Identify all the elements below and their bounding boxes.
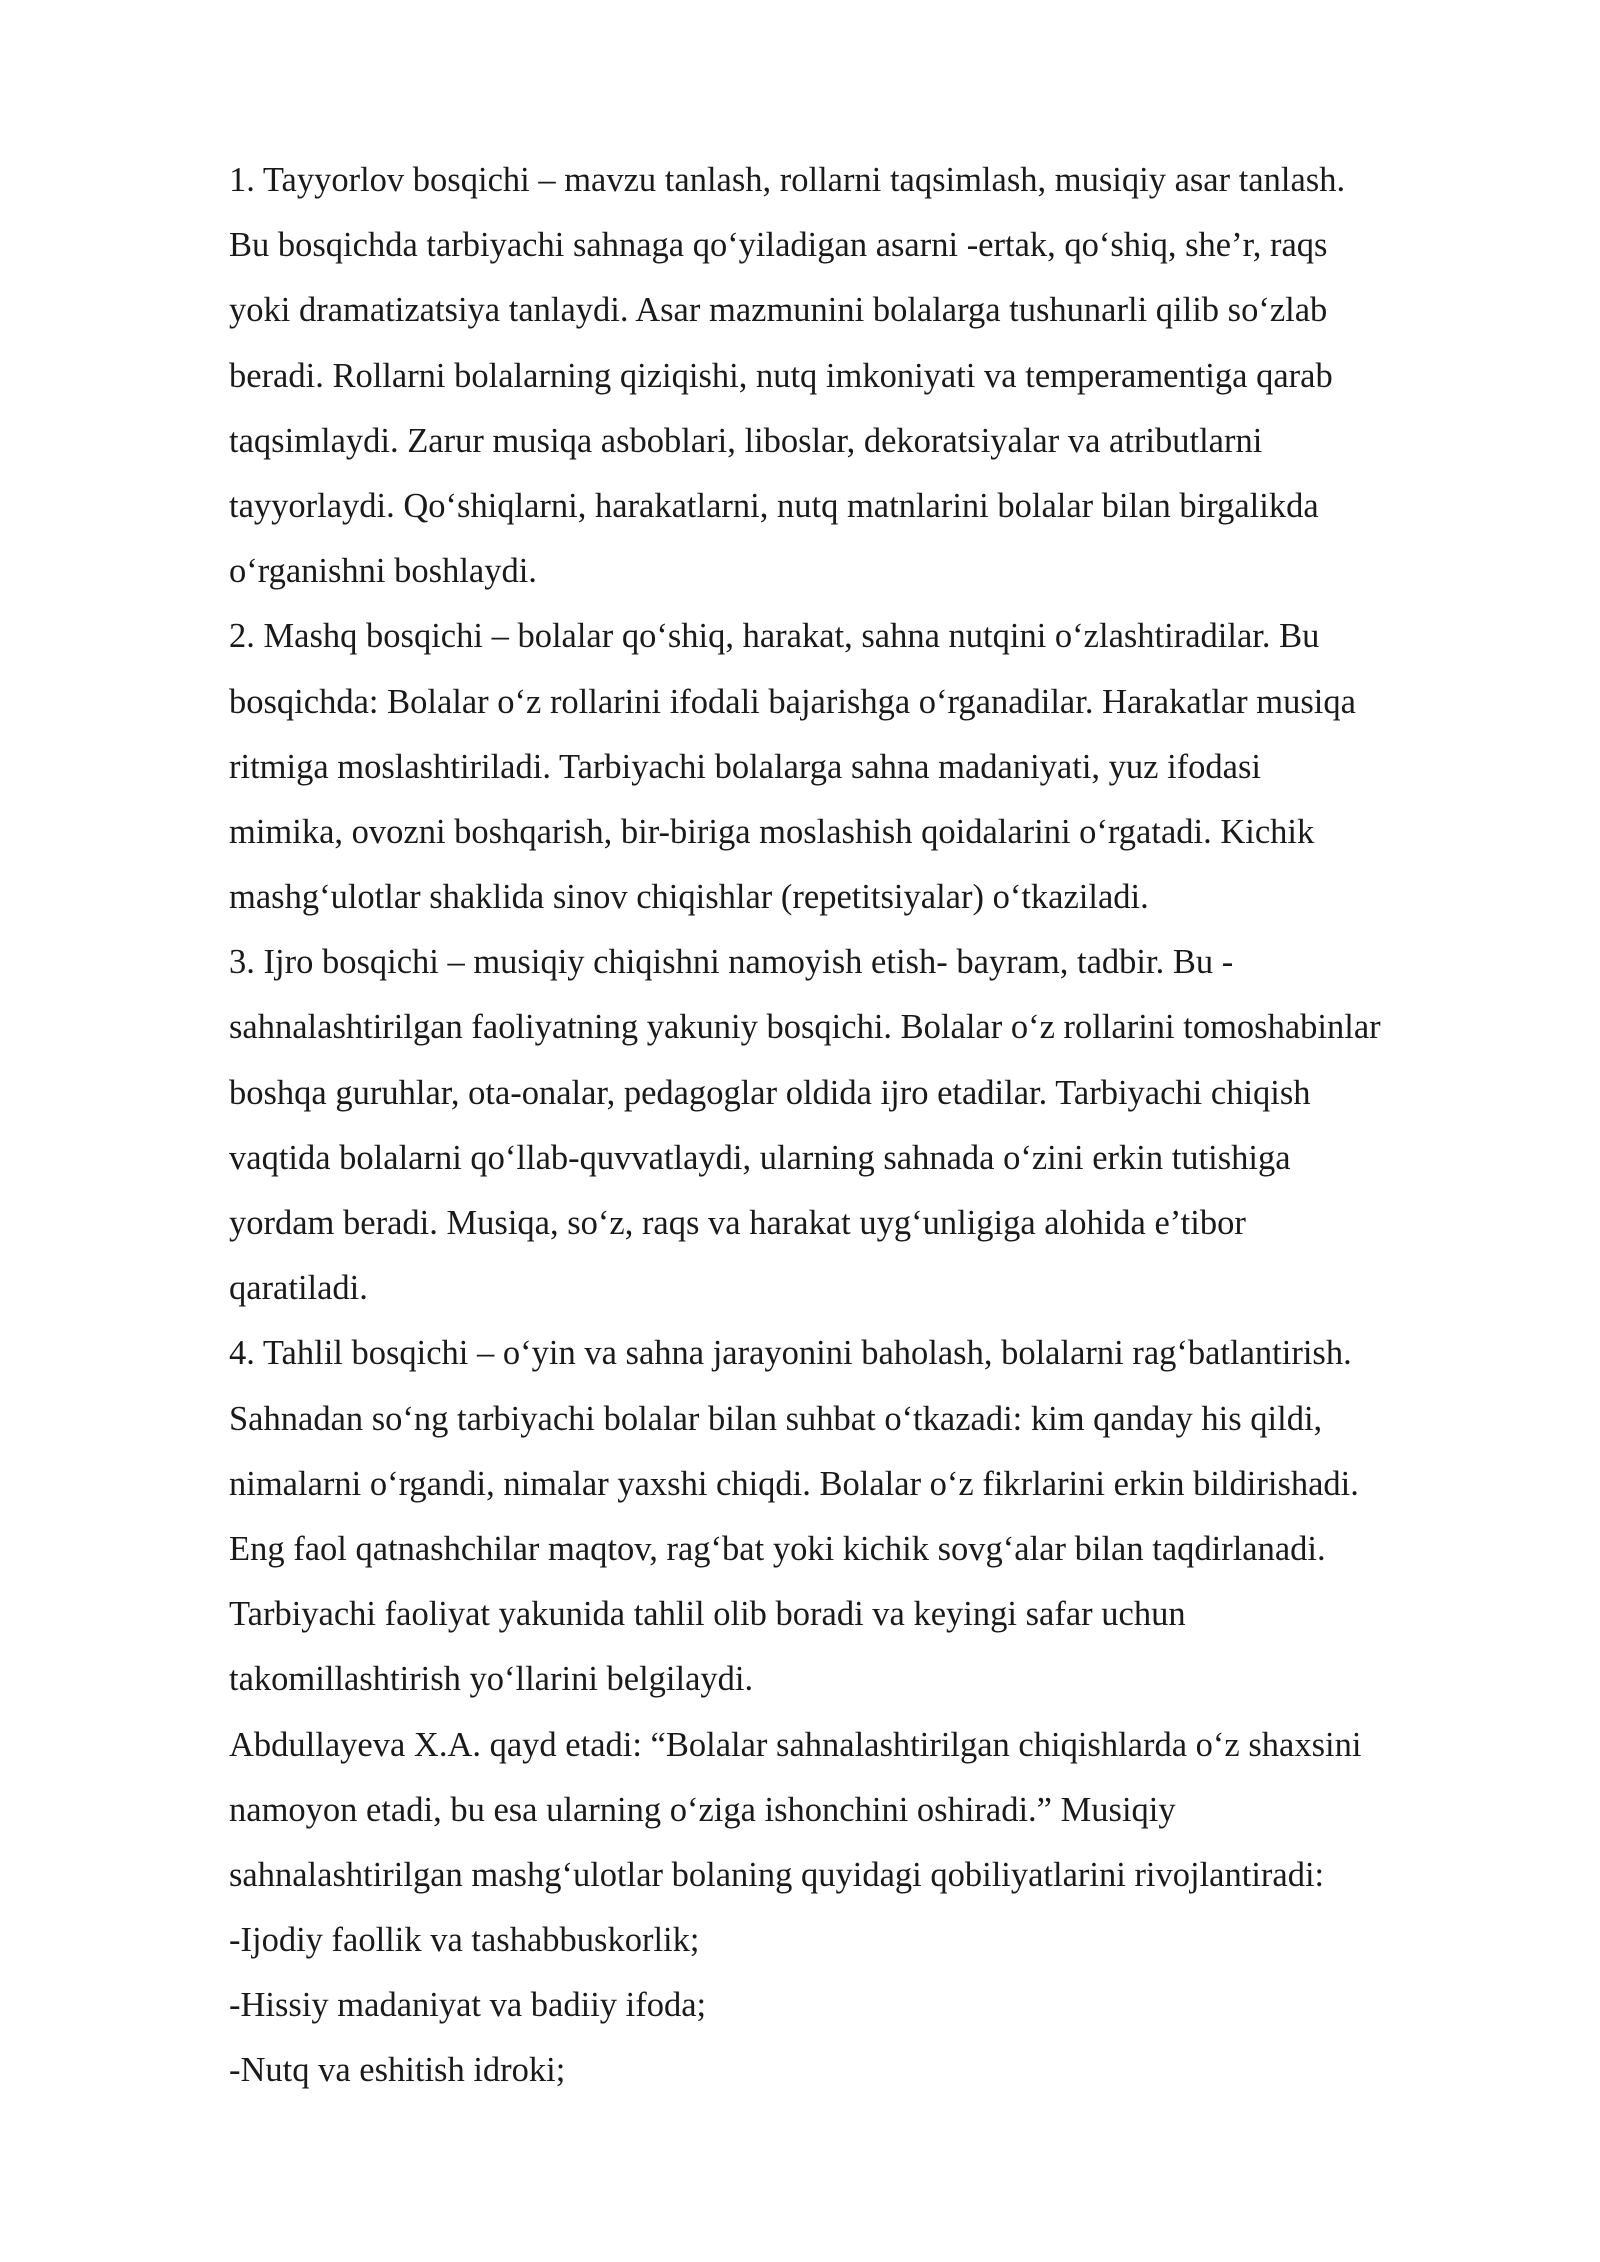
text-line: nimalarni o‘rgandi, nimalar yaxshi chiqdi. Bolalar o‘z fikrlarini erkin bildirishadi. <box>229 1464 1359 1503</box>
text-line: yordam beradi. Musiqa, so‘z, raqs va harakat uyg‘unligiga alohida e’tibor <box>229 1204 1246 1242</box>
text-line: bosqichda: Bolalar o‘z rollarini ifodali bajarishga o‘rganadilar. Harakatlar musiqa <box>229 682 1356 721</box>
text-line: 2. Mashq bosqichi – bolalar qo‘shiq, harakat, sahna nutqini o‘zlashtiradilar. Bu <box>229 617 1320 656</box>
text-line: Sahnadan so‘ng tarbiyachi bolalar bilan suhbat o‘tkazadi: kim qanday his qildi, <box>229 1399 1323 1438</box>
text-line: 1. Tayyorlov bosqichi – mavzu tanlash, rollarni taqsimlash, musiqiy asar tanlash. <box>229 161 1346 199</box>
text-line: mashg‘ulotlar shaklida sinov chiqishlar (repetitsiyalar) o‘tkaziladi. <box>229 878 1149 917</box>
text-line: yoki dramatizatsiya tanlaydi. Asar mazmunini bolalarga tushunarli qilib so‘zlab <box>229 291 1328 330</box>
text-line: qaratiladi. <box>229 1269 368 1308</box>
text-line: 3. Ijro bosqichi – musiqiy chiqishni namoyish etish- bayram, tadbir. Bu - <box>229 943 1234 982</box>
text-line: o‘rganishni boshlaydi. <box>229 552 537 591</box>
text-line: 4. Tahlil bosqichi – o‘yin va sahna jarayonini baholash, bolalarni rag‘batlantirish. <box>229 1334 1352 1373</box>
text-line: Bu bosqichda tarbiyachi sahnaga qo‘yiladigan asarni -ertak, qo‘shiq, she’r, raqs <box>229 226 1328 265</box>
text-line: mimika, ovozni boshqarish, bir-biriga moslashish qoidalarini o‘rgatadi. Kichik <box>229 812 1315 851</box>
text-line: Abdullayeva X.A. qayd etadi: “Bolalar sahnalashtirilgan chiqishlarda o‘z shaxsini <box>229 1725 1362 1764</box>
document-body <box>229 148 1529 2104</box>
text-line: taqsimlaydi. Zarur musiqa asboblari, liboslar, dekoratsiyalar va atributlarni <box>229 421 1263 460</box>
text-line: vaqtida bolalarni qo‘llab-quvvatlaydi, ularning sahnada o‘zini erkin tutishiga <box>229 1138 1291 1177</box>
text-line: boshqa guruhlar, ota-onalar, pedagoglar oldida ijro etadilar. Tarbiyachi chiqish <box>229 1073 1311 1112</box>
list-item: -Ijodiy faollik va tashabbuskorlik; <box>229 1921 700 1960</box>
list-item: -Hissiy madaniyat va badiiy ifoda; <box>229 1986 707 2025</box>
text-line: sahnalashtirilgan mashg‘ulotlar bolaning quyidagi qobiliyatlarini rivojlantiradi: <box>229 1855 1325 1894</box>
text-line: namoyon etadi, bu esa ularning o‘ziga ishonchini oshiradi.” Musiqiy <box>229 1790 1176 1829</box>
text-line: beradi. Rollarni bolalarning qiziqishi, nutq imkoniyati va temperamentiga qarab <box>229 356 1333 395</box>
text-line: Tarbiyachi faoliyat yakunida tahlil olib boradi va keyingi safar uchun <box>229 1595 1186 1634</box>
text-line: sahnalashtirilgan faoliyatning yakuniy bosqichi. Bolalar o‘z rollarini tomoshabinlar <box>229 1008 1381 1047</box>
text-line: ritmiga moslashtiriladi. Tarbiyachi bolalarga sahna madaniyati, yuz ifodasi <box>229 747 1261 786</box>
text-line: tayyorlaydi. Qo‘shiqlarni, harakatlarni, nutq matnlarini bolalar bilan birgalikda <box>229 486 1319 525</box>
text-line: Eng faol qatnashchilar maqtov, rag‘bat yoki kichik sovg‘alar bilan taqdirlanadi. <box>229 1529 1326 1568</box>
text-line: takomillashtirish yo‘llarini belgilaydi. <box>229 1660 754 1699</box>
list-item: -Nutq va eshitish idroki; <box>229 2051 566 2090</box>
